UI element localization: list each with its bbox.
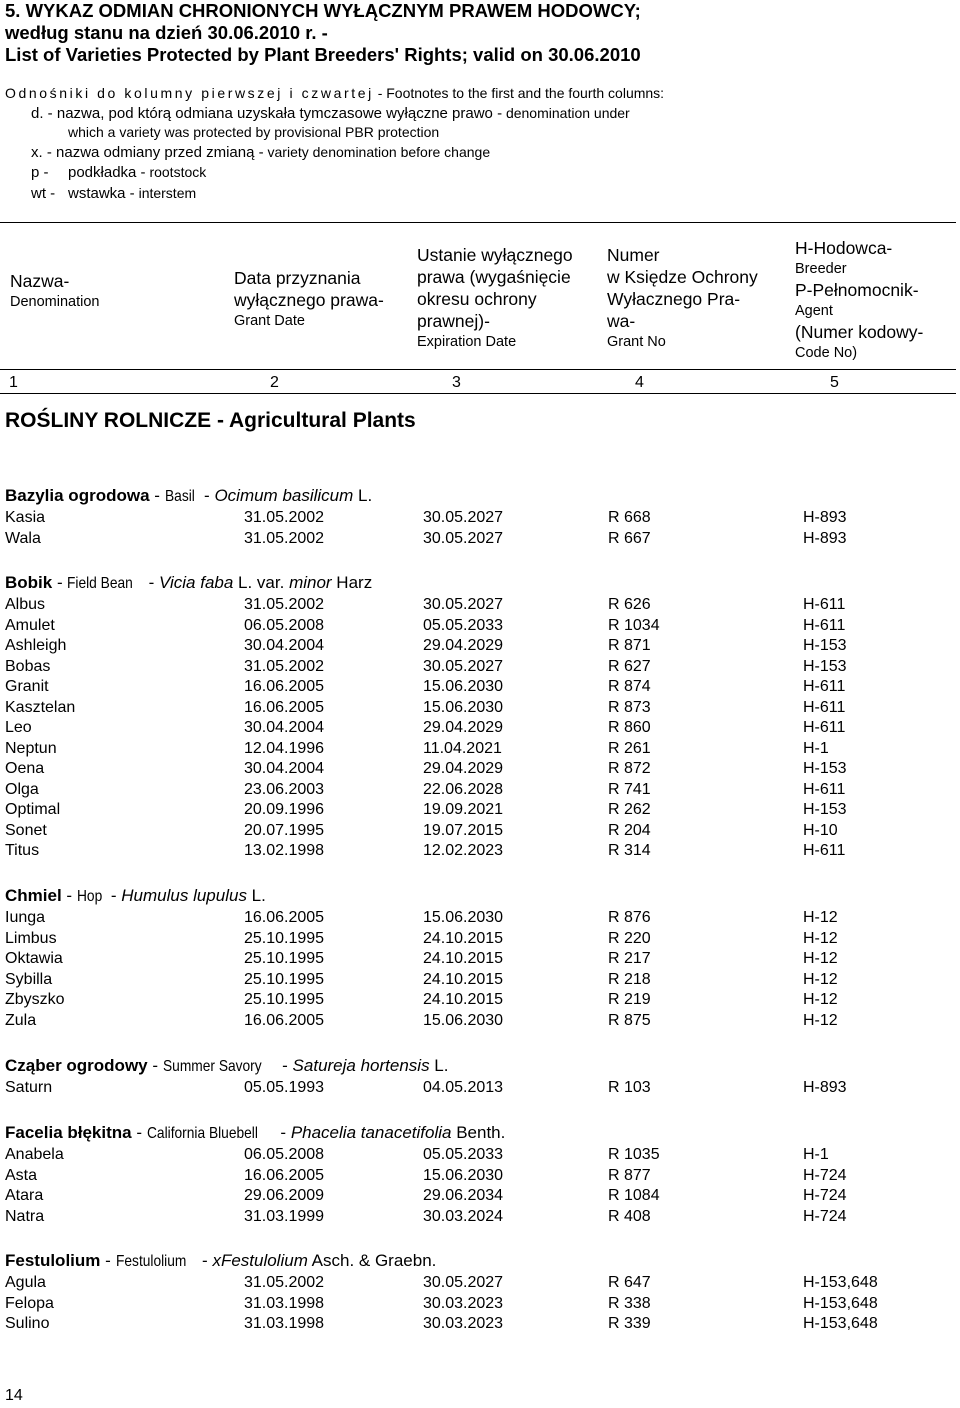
column-number-5: 5 xyxy=(830,374,839,391)
footnote-d-continued xyxy=(68,123,439,142)
footnote-p-pl: podkładka - xyxy=(68,164,146,181)
footnote-x-pl: nazwa odmiany przed zmianą - xyxy=(56,144,264,161)
col4-pl2: w Księdze Ochrony xyxy=(607,267,758,287)
variety-row: Olga 23.06.2003 22.06.2028 R 741 H-611 xyxy=(5,780,846,798)
footnote-wt xyxy=(31,184,197,203)
variety-row: Natra 31.03.1999 30.03.2024 R 408 H-724 xyxy=(5,1207,847,1225)
footnote-x xyxy=(31,143,490,162)
column-header-grant-date xyxy=(234,267,384,331)
footnotes-heading xyxy=(5,84,664,102)
column-number-3: 3 xyxy=(452,374,461,391)
column-header-breeder-agent xyxy=(795,237,923,363)
species-group-hop xyxy=(5,884,960,1031)
col3-pl1: Ustanie wyłącznego xyxy=(417,245,573,265)
species-group-festulolium xyxy=(5,1249,960,1335)
col5-pl2: P-Pełnomocnik- xyxy=(795,280,919,300)
col5-pl3: (Numer kodowy- xyxy=(795,322,924,342)
column-header-expiration-date xyxy=(417,244,573,352)
variety-row: Sonet 20.07.1995 19.07.2015 R 204 H-10 xyxy=(5,821,838,839)
footnote-p-key: p - xyxy=(31,164,49,181)
header-middle-rule xyxy=(0,369,956,370)
variety-row: Asta 16.06.2005 15.06.2030 R 877 H-724 xyxy=(5,1166,847,1184)
species-title: Chmiel - Hop - Humulus lupulus L. xyxy=(5,886,266,905)
variety-row: Atara 29.06.2009 29.06.2034 R 1084 H-724 xyxy=(5,1187,847,1204)
variety-row: Wala 31.05.2002 30.05.2027 R 667 H-893 xyxy=(5,529,847,547)
col5-en2: Agent xyxy=(795,303,833,319)
species-group-field-bean xyxy=(5,571,960,862)
section-title: ROŚLINY ROLNICZE - Agricultural Plants xyxy=(5,409,416,432)
col5-pl1: H-Hodowca- xyxy=(795,238,893,258)
variety-row: Ashleigh 30.04.2004 29.04.2029 R 871 H-153 xyxy=(5,637,847,654)
species-title: Cząber ogrodowy - Summer Savory - Satureja hortensis L. xyxy=(5,1056,449,1075)
col2-en: Grant Date xyxy=(234,313,305,329)
variety-row: Amulet 06.05.2008 05.05.2033 R 1034 H-611 xyxy=(5,616,846,634)
variety-row: Anabela 06.05.2008 05.05.2033 R 1035 H-1 xyxy=(5,1146,829,1163)
species-group-summer-savory xyxy=(5,1054,960,1099)
col5-en3: Code No) xyxy=(795,345,858,361)
header-top-rule xyxy=(0,222,956,223)
variety-row: Felopa 31.03.1998 30.03.2023 R 338 H-153,648 xyxy=(5,1294,878,1312)
footnote-d xyxy=(31,104,630,123)
variety-row: Kasztelan 16.06.2005 15.06.2030 R 873 H-611 xyxy=(5,698,846,716)
footnote-x-key: x. - xyxy=(31,144,52,161)
footnote-d-pl: nazwa, pod którą odmiana uzyskała tymczasowe wyłączne prawo - xyxy=(56,105,503,122)
variety-row: Saturn 05.05.1993 04.05.2013 R 103 H-893 xyxy=(5,1079,847,1096)
col3-pl4: prawnej)- xyxy=(417,311,490,331)
variety-row: Bobas 31.05.2002 30.05.2027 R 627 H-153 xyxy=(5,657,847,675)
footnote-p-en: rootstock xyxy=(145,164,207,180)
variety-row: Zbyszko 25.10.1995 24.10.2015 R 219 H-12 xyxy=(5,991,838,1008)
variety-row: Leo 30.04.2004 29.04.2029 R 860 H-611 xyxy=(5,719,846,736)
variety-row: Oktawia 25.10.1995 24.10.2015 R 217 H-12 xyxy=(5,950,838,967)
variety-row: Granit 16.06.2005 15.06.2030 R 874 H-611 xyxy=(5,678,846,695)
column-number-2: 2 xyxy=(270,374,279,391)
variety-row: Iunga 16.06.2005 15.06.2030 R 876 H-12 xyxy=(5,909,838,926)
footnote-d-key: d. - xyxy=(31,105,53,122)
col1-en: Denomination xyxy=(10,294,100,310)
col4-pl1: Numer xyxy=(607,245,660,265)
footnote-p xyxy=(31,163,207,182)
variety-row: Albus 31.05.2002 30.05.2027 R 626 H-611 xyxy=(5,596,846,613)
variety-row: Sybilla 25.10.1995 24.10.2015 R 218 H-12 xyxy=(5,970,838,988)
species-title: Bazylia ogrodowa - Basil - Ocimum basilicum L. xyxy=(5,486,373,505)
col4-pl4: wa- xyxy=(607,311,636,331)
footnote-wt-text xyxy=(68,184,196,203)
col5-en1: Breeder xyxy=(795,261,847,277)
species-title: Festulolium - Festulolium - xFestulolium Asch. & Graebn. xyxy=(5,1251,437,1270)
page-number: 14 xyxy=(5,1387,23,1404)
variety-row: Sulino 31.03.1998 30.03.2023 R 339 H-153,648 xyxy=(5,1315,878,1332)
col3-pl2: prawa (wygaśnięcie xyxy=(417,267,571,287)
col2-pl1: Data przyznania xyxy=(234,268,361,288)
column-header-denomination xyxy=(10,270,99,312)
col4-pl3: Wyłacznego Pra- xyxy=(607,289,741,309)
footnote-p-text xyxy=(68,163,206,182)
variety-row: Limbus 25.10.1995 24.10.2015 R 220 H-12 xyxy=(5,929,838,947)
col4-en: Grant No xyxy=(607,334,666,350)
variety-row: Oena 30.04.2004 29.04.2029 R 872 H-153 xyxy=(5,760,847,777)
variety-row: Optimal 20.09.1996 19.09.2021 R 262 H-153 xyxy=(5,801,847,818)
footnote-d-en: denomination under xyxy=(502,105,630,121)
species-title: Bobik - Field Bean - Vicia faba L. var. minor Harz xyxy=(5,573,373,592)
footnote-x-en: variety denomination before change xyxy=(263,144,491,160)
col2-pl2: wyłącznego prawa- xyxy=(234,290,384,310)
col3-en: Expiration Date xyxy=(417,334,517,350)
species-title: Facelia błękitna - California Bluebell - Phacelia tanacetifolia Benth. xyxy=(5,1123,506,1142)
document-title: 5. WYKAZ ODMIAN CHRONIONYCH WYŁĄCZNYM PRAWEM HODOWCY; xyxy=(5,0,641,21)
variety-row: Kasia 31.05.2002 30.05.2027 R 668 H-893 xyxy=(5,509,847,526)
col3-pl3: okresu ochrony xyxy=(417,289,537,309)
footnote-wt-pl: wstawka - xyxy=(68,185,135,202)
header-bottom-rule xyxy=(0,393,956,394)
column-header-grant-no xyxy=(607,244,758,352)
document-subtitle-date: według stanu na dzień 30.06.2010 r. - xyxy=(5,22,328,43)
species-group-basil xyxy=(5,484,960,549)
variety-row: Agula 31.05.2002 30.05.2027 R 647 H-153,648 xyxy=(5,1274,878,1291)
footnotes-heading-pl: Odnośniki do kolumny pierwszej i czwartej xyxy=(5,85,374,101)
document-title-english: List of Varieties Protected by Plant Breeders' Rights; valid on 30.06.2010 xyxy=(5,44,641,65)
variety-row: Titus 13.02.1998 12.02.2023 R 314 H-611 xyxy=(5,842,846,859)
col1-pl: Nazwa- xyxy=(10,271,70,291)
column-number-1: 1 xyxy=(9,374,18,391)
variety-row: Zula 16.06.2005 15.06.2030 R 875 H-12 xyxy=(5,1011,838,1029)
species-group-california-bluebell xyxy=(5,1121,960,1227)
footnotes-heading-en: - Footnotes to the first and the fourth columns: xyxy=(373,85,665,101)
footnote-d-en2: which a variety was protected by provisional PBR protection xyxy=(68,124,440,140)
footnote-wt-en: interstem xyxy=(134,185,197,201)
variety-row: Neptun 12.04.1996 11.04.2021 R 261 H-1 xyxy=(5,739,829,757)
column-number-4: 4 xyxy=(635,374,644,391)
footnote-wt-key: wt - xyxy=(31,185,56,202)
